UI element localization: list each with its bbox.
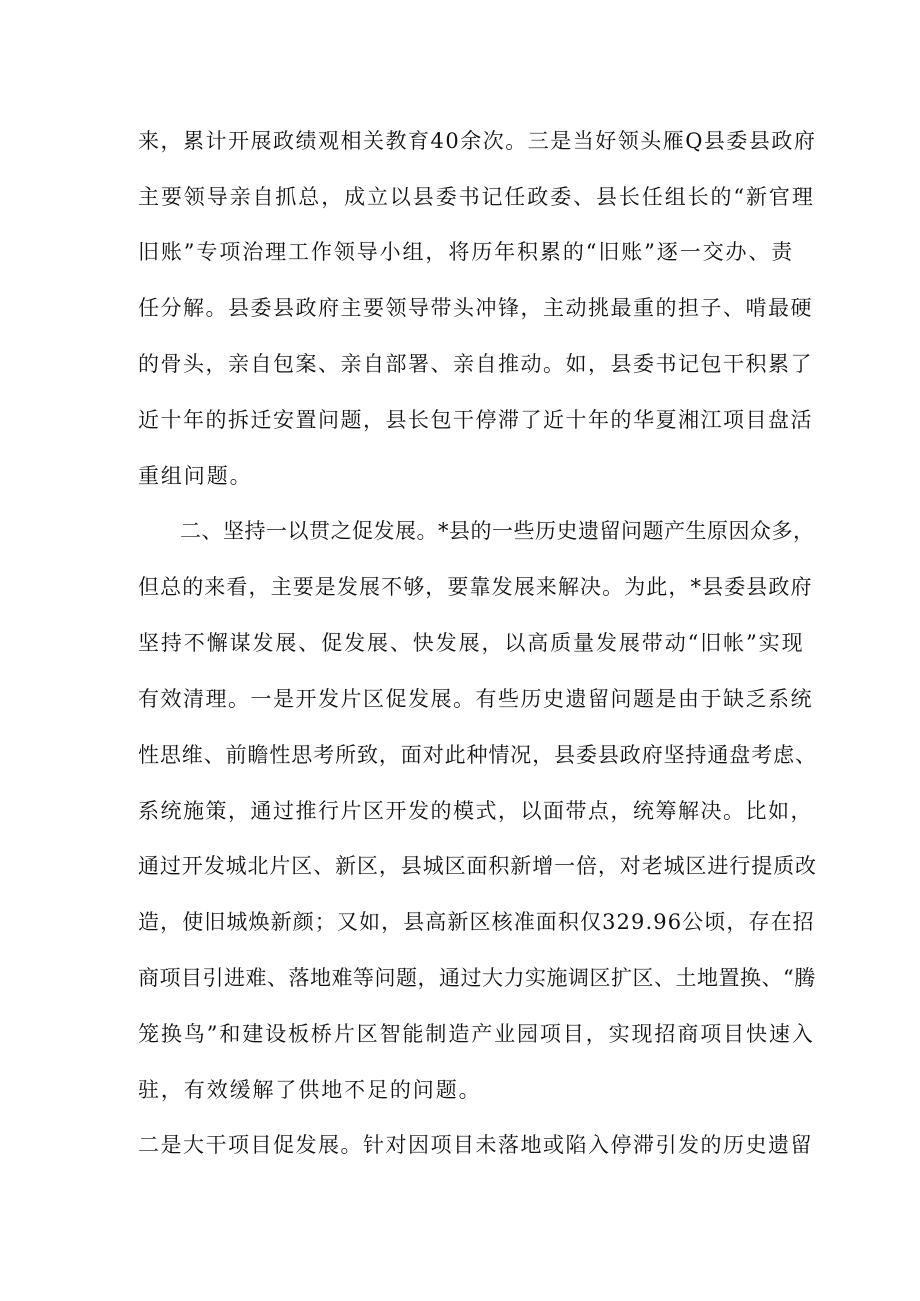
text-line: 有效清理。一是开发片区促发展。有些历史遗留问题是由于缺乏系统 (138, 687, 813, 711)
text-line: 但总的来看，主要是发展不够，要靠发展来解决。为此，*县委县政府 (138, 575, 813, 599)
text-line: 笼换鸟”和建设板桥片区智能制造产业园项目，实现招商项目快速入 (138, 1022, 815, 1046)
text-line: 的骨头，亲自包案、亲自部署、亲自推动。如，县委书记包干积累了 (138, 352, 813, 376)
text-line: 驻，有效缓解了供地不足的问题。 (138, 1078, 482, 1102)
text-line: 近十年的拆迁安置问题，县长包干停滞了近十年的华夏湘江项目盘活 (138, 408, 813, 432)
text-line: 主要领导亲自抓总，成立以县委书记任政委、县长任组长的“新官理 (138, 185, 815, 209)
text-line: 来，累计开展政绩观相关教育40余次。三是当好领头雁Q县委县政府 (138, 129, 817, 153)
text-line: 性思维、前瞻性思考所致，面对此种情况，县委县政府坚持通盘考虑、 (138, 743, 817, 767)
text-line: 造，使旧城焕新颜；又如，县高新区核准面积仅329.96公顷，存在招 (138, 910, 815, 934)
text-line: 商项目引进难、落地难等问题，通过大力实施调区扩区、土地置换、“腾 (138, 966, 816, 990)
text-line: 坚持不懈谋发展、促发展、快发展，以高质量发展带动“旧帐”实现 (138, 631, 805, 655)
text-line: 旧账”专项治理工作领导小组，将历年积累的“旧账”逐一交办、责 (138, 240, 795, 264)
paragraph-start-line: 二、坚持一以贯之促发展。*县的一些历史遗留问题产生原因众多， (180, 519, 815, 543)
paragraph-start-line: 二是大干项目促发展。针对因项目未落地或陷入停滞引发的历史遗留 (138, 1133, 813, 1157)
text-line: 重组问题。 (138, 464, 253, 488)
text-line: 系统施策，通过推行片区开发的模式，以面带点，统筹解决。比如， (138, 799, 813, 823)
text-line: 任分解。县委县政府主要领导带头冲锋，主动挑最重的担子、啃最硬 (138, 296, 813, 320)
text-line: 通过开发城北片区、新区，县城区面积新增一倍，对老城区进行提质改 (138, 854, 817, 878)
